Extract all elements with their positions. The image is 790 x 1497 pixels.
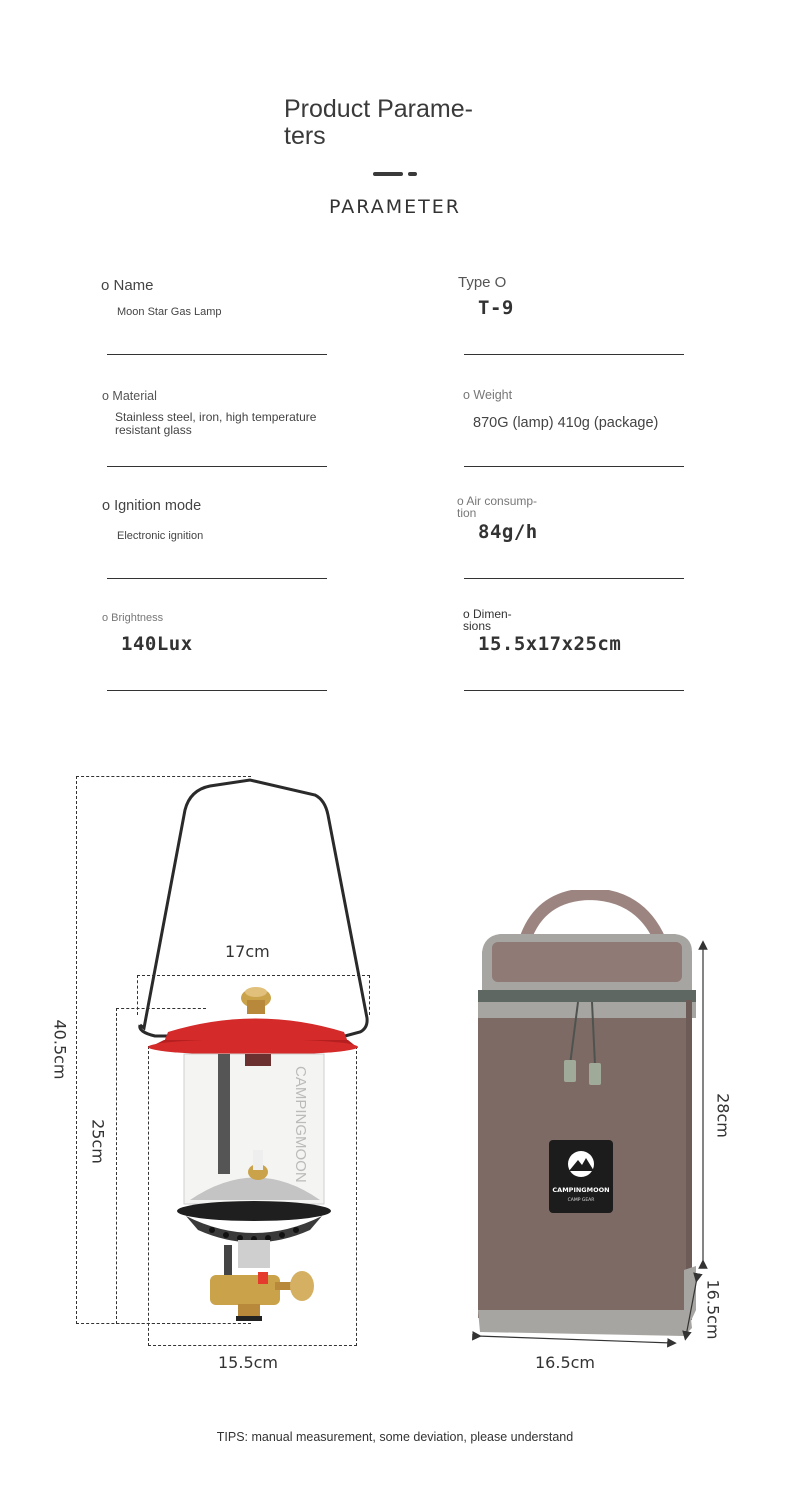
bag-dimension-arrows [460,930,740,1350]
param-divider [464,466,684,467]
param-divider [464,578,684,579]
gas-lamp-image [120,770,380,1340]
dim-top-width: 17cm [225,942,270,961]
measurement-tips: TIPS: manual measurement, some deviation, please understand [216,1430,574,1444]
param-divider [464,354,684,355]
param-value-air-consumption: 84g/h [478,521,538,543]
param-value-dimensions: 15.5x17x25cm [478,633,622,655]
dim-total-height: 40.5cm [50,1019,70,1080]
svg-text:CAMP GEAR: CAMP GEAR [567,1198,595,1203]
param-label-air-consumption: o Air consump- tion [457,494,538,520]
param-divider [464,690,684,691]
param-value-ignition: Electronic ignition [117,530,204,542]
dim-body-height: 25cm [88,1119,108,1164]
param-divider [107,690,327,691]
param-label-type: Type O [458,274,507,291]
param-value-brightness: 140Lux [121,633,193,655]
param-label-dimensions: o Dimen- sions [463,607,512,633]
param-value-name: Moon Star Gas Lamp [117,306,222,318]
svg-text:CAMPINGMOON: CAMPINGMOON [292,1066,309,1183]
dim-bag-depth: 16.5cm [703,1279,723,1340]
dim-base-width: 15.5cm [218,1353,279,1372]
param-divider [107,466,327,467]
param-value-material: Stainless steel, iron, high temperature resistant glass [115,410,317,437]
param-label-material: o Material [102,389,157,403]
param-divider [107,354,327,355]
param-label-name: o Name [101,277,154,294]
section-subtitle: PARAMETER [329,196,461,218]
dim-bag-width: 16.5cm [535,1353,596,1372]
param-divider [107,578,327,579]
title-divider-long [373,172,403,176]
param-label-ignition: o Ignition mode [102,498,202,514]
param-value-weight: 870G (lamp) 410g (package) [473,415,659,431]
param-label-brightness: o Brightness [102,612,164,624]
page-title: Product Parame- ters [284,95,473,150]
dim-bag-height: 28cm [713,1093,733,1138]
param-label-weight: o Weight [463,388,513,402]
title-divider-short [408,172,417,176]
svg-text:CAMPINGMOON: CAMPINGMOON [552,1186,610,1194]
param-value-type: T-9 [478,297,514,319]
